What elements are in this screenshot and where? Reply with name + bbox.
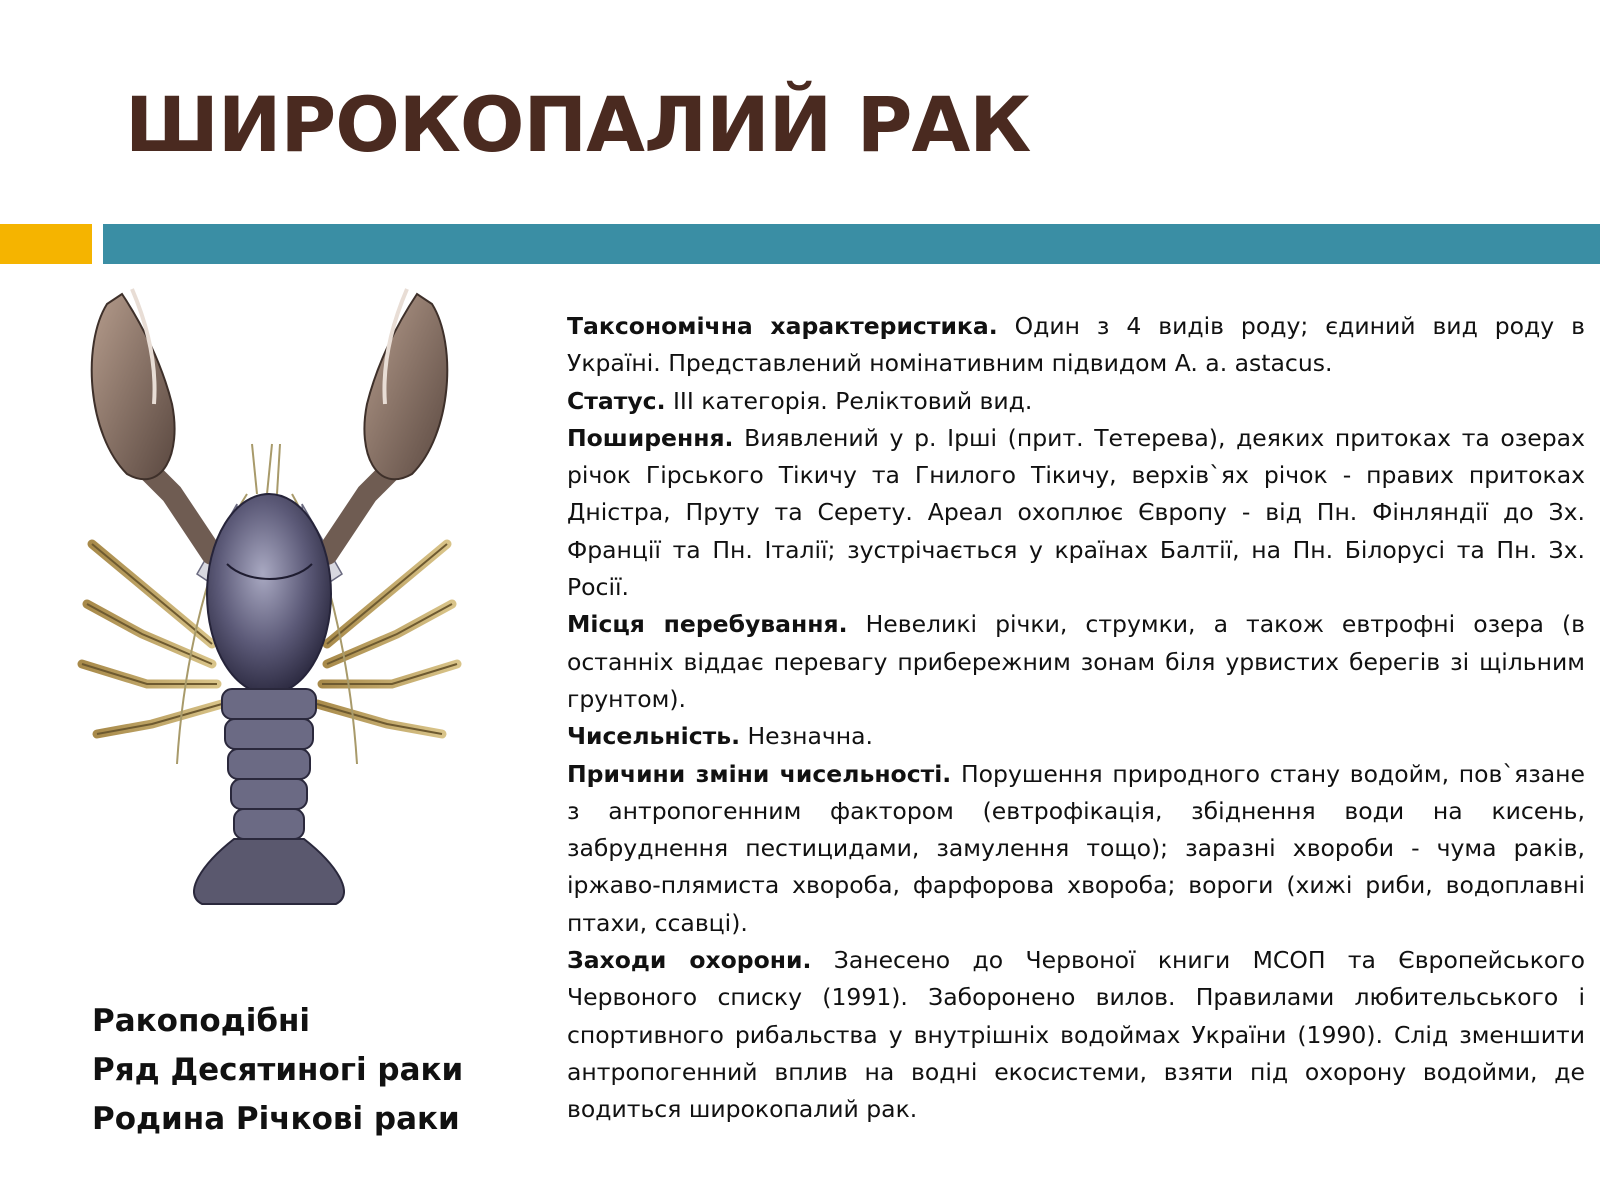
taxonomy-class: Ракоподібні [92, 1003, 311, 1039]
section-causes [567, 756, 1585, 942]
taxonomy-order: Ряд Десятиногі раки [92, 1052, 464, 1088]
section-distribution [567, 420, 1585, 606]
section-abundance [567, 718, 1585, 755]
section-text: Один з 4 видів роду; єдиний вид роду в Україні. Представлений номінативним підвидом A. a. astacus. [567, 312, 1585, 378]
section-taxonomy [567, 308, 1585, 383]
section-heading: Заходи охорони. [567, 946, 812, 975]
slide-title: ШИРОКОПАЛИЙ РАК [125, 80, 1031, 169]
section-protection [567, 942, 1585, 1128]
section-heading: Таксономічна характеристика. [567, 312, 998, 340]
section-heading: Статус. [567, 386, 666, 415]
section-text: Занесено до Червоної книги МСОП та Європейського Червоного списку (1991). Заборонено вилов. Правилами любительського і спортивного рибальства у внутрішніх водоймах України (1990). Слід зменшити антропогенний вплив на водні екосистеми, взяти під охорону водойми, де водиться широкопалий рак. [567, 946, 1586, 1124]
section-text: Порушення природного стану водойм, пов`язане з антропогенним фактором (евтрофікація, збіднення води на кисень, забруднення пестицидами, замулення тощо); заразні хвороби - чума раків, іржаво-плямиста хвороба, фарфорова хвороба; вороги (хижі риби, водоплавні птахи, ссавці). [567, 759, 1585, 937]
section-heading: Чисельність. [567, 722, 741, 751]
taxonomy-family: Родина Річкові раки [92, 1101, 460, 1137]
section-status [567, 383, 1585, 420]
section-text: Виявлений у р. Ірші (прит. Тетерева), деяких притоках та озерах річок Гірського Тікичу та Гнилого Тікичу, верхів`ях річок - правих притоках Дністра, Пруту та Серету. Ареал охоплює Європу - від Пн. Фінляндії до Зх. Франції та Пн. Італії; зустрічається у країнах Балтії, на Пн. Білорусі та Пн. Зх. Росії. [567, 423, 1585, 602]
section-text: Незначна. [740, 722, 874, 751]
section-heading: Поширення. [567, 423, 734, 452]
section-text: Невеликі річки, струмки, а також евтрофні озера (в останніх віддає перевагу прибережним зонам біля урвистих берегів зі щільним грунтом). [567, 610, 1585, 713]
header-bar [103, 224, 1600, 264]
section-heading: Причини зміни чисельності. [567, 759, 952, 788]
section-heading: Місця перебування. [567, 610, 848, 639]
taxonomy-block [92, 997, 512, 1144]
section-text: III категорія. Реліктовий вид. [665, 386, 1033, 415]
species-description [567, 308, 1585, 1129]
crayfish-illustration [62, 264, 476, 940]
accent-bar [0, 224, 92, 264]
section-habitat [567, 606, 1585, 718]
